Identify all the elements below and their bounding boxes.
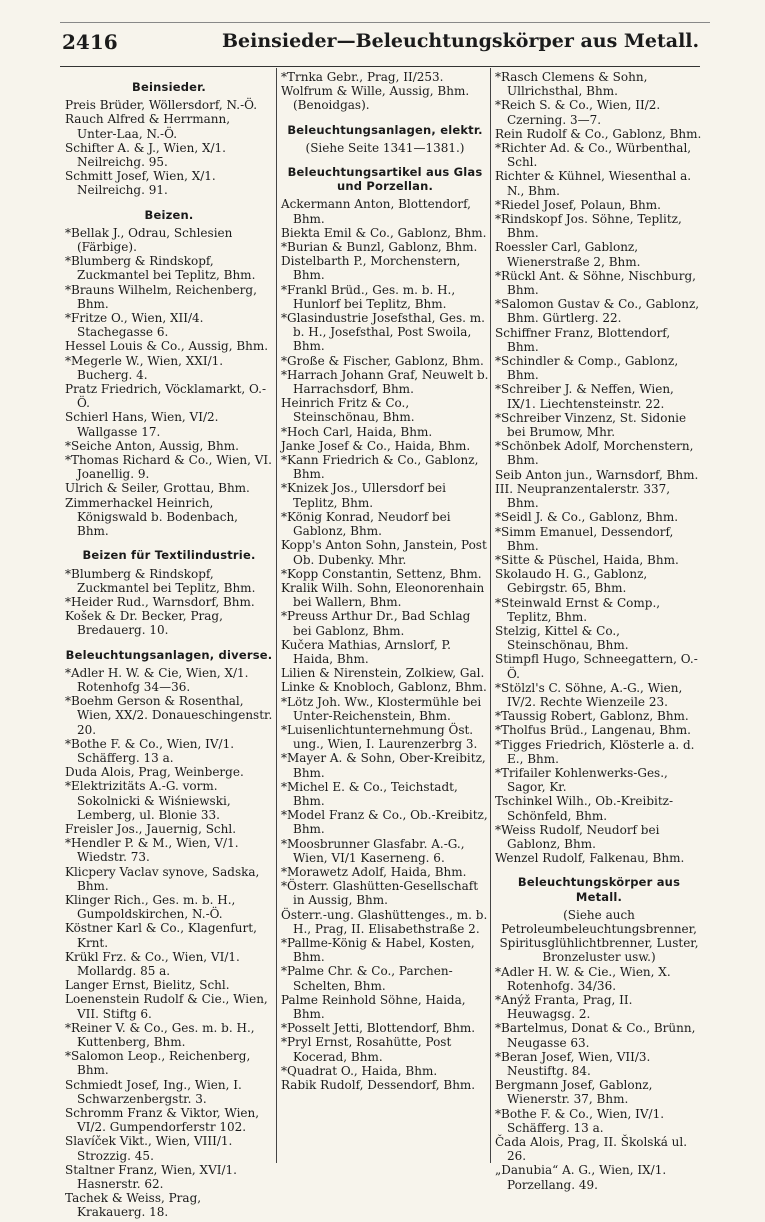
directory-entry: *Tholfus Brüd., Langenau, Bhm. — [495, 723, 691, 738]
directory-entry: Klicpery Vaclav synove, Sadska, Bhm. — [65, 864, 260, 893]
directory-entry: *Pryl Ernst, Rosahütte, Post Kocerad, Bhm. — [281, 1035, 452, 1064]
directory-entry: Biekta Emil & Co., Gablonz, Bhm. — [281, 225, 487, 240]
directory-entry: *Bellak J., Odrau, Schlesien (Färbige). — [65, 225, 233, 255]
directory-entry: *Tigges Friedrich, Klösterle a. d. E., Bhm. — [495, 737, 695, 766]
directory-entry: III. Neupranzentalerstr. 337, Bhm. — [495, 481, 671, 511]
directory-entry: *Lötz Joh. Ww., Klostermühle bei Unter-Reichenstein, Bhm. — [281, 694, 482, 723]
directory-entry: Ulrich & Seiler, Grottau, Bhm. — [65, 481, 250, 496]
directory-entry: *Schreiber Vinzenz, St. Sidonie bei Brumow, Mhr. — [495, 410, 687, 440]
directory-entry: *Taussig Robert, Gablonz, Bhm. — [495, 709, 689, 724]
directory-entry: *Blumberg & Rindskopf, Zuckmantel bei Teplitz, Bhm. — [65, 254, 256, 283]
section-heading: Beleuchtungsanlagen, elektr. — [287, 122, 483, 137]
directory-entry: *Salomon Leop., Reichenberg, Bhm. — [65, 1049, 251, 1078]
directory-entry: Köstner Karl & Co., Klagenfurt, Krnt. — [65, 921, 257, 950]
directory-entry: *Kopp Constantin, Settenz, Bhm. — [281, 566, 482, 581]
directory-entry: Loenenstein Rudolf & Cie., Wien, VII. Stiftg 6. — [65, 992, 268, 1021]
directory-entry: Kučera Mathias, Arnslorf, P. Haida, Bhm. — [281, 637, 451, 666]
directory-entry: *Moosbrunner Glasfabr. A.-G., Wien, VI/1 Kaserneng. 6. — [281, 836, 465, 865]
cross-reference-note: (Siehe Seite 1341—1381.) — [305, 140, 465, 155]
directory-entry: *Glasindustrie Josefsthal, Ges. m. b. H., Josefsthal, Post Swoila, Bhm. — [281, 311, 485, 354]
directory-entry: *Frankl Brüd., Ges. m. b. H., Hunlorf bei Teplitz, Bhm. — [281, 282, 456, 311]
directory-entry: *Elektrizitäts A.-G. vorm. Sokolnicki & Wiśniewski, Lemberg, ul. Blonie 33. — [65, 779, 231, 822]
directory-entry: Roessler Carl, Gablonz, Wienerstraße 2, Bhm. — [495, 240, 641, 269]
directory-entry: Skolaudo H. G., Gablonz, Gebirgstr. 65, Bhm. — [495, 567, 648, 596]
directory-entry: *Trnka Gebr., Prag, II/253. — [281, 70, 444, 84]
directory-entry: *Stölzl's C. Söhne, A.-G., Wien, IV/2. Rechte Wienzeile 23. — [495, 680, 683, 709]
directory-entry: *Salomon Gustav & Co., Gablonz, Bhm. Gürtlerg. 22. — [495, 297, 700, 326]
directory-entry: *Bartelmus, Donat & Co., Brünn, Neugasse 63. — [495, 1021, 696, 1050]
cross-reference-note: (Siehe auch Petroleumbeleuchtungsbrenner, Spiritusglühlichtbrenner, Luster, Bronzeluster usw.) — [499, 907, 699, 965]
directory-entry: *Pallme-König & Habel, Kosten, Bhm. — [281, 935, 475, 965]
directory-entry: Wenzel Rudolf, Falkenau, Bhm. — [495, 851, 685, 866]
directory-entry: *Seiche Anton, Aussig, Bhm. — [65, 438, 239, 453]
directory-entry: Schiffner Franz, Blottendorf, Bhm. — [495, 325, 671, 354]
directory-entry: *Weiss Rudolf, Neudorf bei Gablonz, Bhm. — [495, 822, 660, 851]
page-title: Beinsieder—Beleuchtungskörper aus Metall. — [222, 30, 700, 52]
directory-entry: Zimmerhackel Heinrich, Königswald b. Bodenbach, Bhm. — [65, 495, 238, 539]
directory-entry: *Burian & Bunzl, Gablonz, Bhm. — [281, 240, 478, 255]
directory-entry: Palme Reinhold Söhne, Haida, Bhm. — [281, 992, 466, 1021]
section-heading: Beizen. — [144, 207, 194, 222]
directory-entry: *Mayer A. & Sohn, Ober-Kreibitz, Bhm. — [281, 751, 486, 780]
directory-entry: *Reiner V. & Co., Ges. m. b. H., Kuttenberg, Bhm. — [65, 1020, 255, 1049]
directory-entry: *Richter Ad. & Co., Würbenthal, Schl. — [495, 141, 692, 170]
directory-entry: *Trifailer Kohlenwerks-Ges., Sagor, Kr. — [495, 765, 668, 795]
directory-entry: Richter & Kühnel, Wiesenthal a. N., Bhm. — [495, 169, 692, 198]
directory-entry: Košek & Dr. Becker, Prag, Bredauerg. 10. — [65, 609, 223, 638]
directory-entry: „Danubia“ A. G., Wien, IX/1. Porzellang. 49. — [495, 1163, 667, 1192]
directory-entry: *Riedel Josef, Polaun, Bhm. — [495, 197, 661, 212]
directory-entry: *Schindler & Comp., Gablonz, Bhm. — [495, 354, 679, 383]
directory-entry: *Blumberg & Rindskopf, Zuckmantel bei Teplitz, Bhm. — [65, 566, 256, 595]
directory-entry: *Adler H. W. & Cie, Wien, X/1. Rotenhofg 34—36. — [65, 665, 249, 694]
directory-entry: Freisler Jos., Jauernig, Schl. — [65, 821, 237, 836]
directory-entry: *Hendler P. & M., Wien, V/1. Wiedstr. 73. — [65, 836, 239, 865]
directory-entry: *Megerle W., Wien, XXI/1. Bucherg. 4. — [65, 353, 224, 382]
directory-entry: *Boehm Gerson & Rosenthal, Wien, XX/2. Donaueschingenstr. 20. — [65, 694, 273, 737]
directory-entry: Duda Alois, Prag, Weinberge. — [65, 765, 244, 780]
column-3 — [495, 70, 703, 1192]
page-header — [62, 26, 712, 60]
directory-entry: *Schreiber J. & Neffen, Wien, IX/1. Liechtensteinstr. 22. — [495, 382, 674, 411]
directory-entry: *Brauns Wilhelm, Reichenberg, Bhm. — [65, 282, 257, 311]
section-heading: Beizen für Textilindustrie. — [82, 548, 256, 563]
column-1 — [65, 70, 273, 1220]
directory-entry: Tschinkel Wilh., Ob.-Kreibitz-Schönfeld, Bhm. — [495, 794, 674, 823]
directory-entry: *Kann Friedrich & Co., Gablonz, Bhm. — [281, 453, 479, 482]
section-heading: Beleuchtungskörper aus Metall. — [517, 875, 681, 904]
directory-entry: Hessel Louis & Co., Aussig, Bhm. — [65, 339, 269, 354]
directory-entry: Tachek & Weiss, Prag, Krakauerg. 18. — [65, 1191, 202, 1220]
directory-entry: *Rindskopf Jos. Söhne, Teplitz, Bhm. — [495, 212, 682, 241]
directory-entry: *Reich S. & Co., Wien, II/2. Czerning. 3—7. — [495, 98, 661, 127]
directory-entry: *Preuss Arthur Dr., Bad Schlag bei Gablonz, Bhm. — [281, 609, 471, 638]
directory-entry: Slavíček Vikt., Wien, VIII/1. Strozzig. 45. — [65, 1134, 233, 1163]
directory-entry: Čada Alois, Prag, II. Školská ul. 26. — [495, 1135, 688, 1164]
directory-entry: Wolfrum & Wille, Aussig, Bhm. (Benoidgas). — [281, 84, 470, 113]
directory-entry: *Anýž Franta, Prag, II. Heuwagsg. 2. — [495, 993, 633, 1022]
directory-entry: *Knizek Jos., Ullersdorf bei Teplitz, Bhm. — [281, 481, 446, 510]
column-divider — [276, 68, 277, 1163]
directory-entry: *Thomas Richard & Co., Wien, VI. Joanellig. 9. — [65, 453, 272, 482]
directory-entry: *König Konrad, Neudorf bei Gablonz, Bhm. — [281, 509, 451, 539]
directory-entry: Stelzig, Kittel & Co., Steinschönau, Bhm. — [495, 623, 629, 653]
directory-entry: *Beran Josef, Wien, VII/3. Neustiftg. 84. — [495, 1049, 651, 1079]
directory-entry: *Bothe F. & Co., Wien, IV/1. Schäfferg. 13 a. — [495, 1106, 665, 1135]
directory-entry: *Steinwald Ernst & Comp., Teplitz, Bhm. — [495, 595, 661, 624]
directory-entry: *Michel E. & Co., Teichstadt, Bhm. — [281, 779, 458, 808]
directory-entry: *Model Franz & Co., Ob.-Kreibitz, Bhm. — [281, 808, 488, 837]
directory-entry: *Posselt Jetti, Blottendorf, Bhm. — [281, 1021, 476, 1036]
directory-entry: *Rückl Ant. & Söhne, Nischburg, Bhm. — [495, 268, 696, 298]
directory-entry: Heinrich Fritz & Co., Steinschönau, Bhm. — [281, 396, 415, 425]
directory-entry: Lilien & Nirenstein, Zolkiew, Gal. — [281, 666, 485, 681]
directory-entry: *Rasch Clemens & Sohn, Ullrichsthal, Bhm. — [495, 70, 648, 99]
directory-entry: Janke Josef & Co., Haida, Bhm. — [281, 438, 471, 453]
directory-entry: Schmiedt Josef, Ing., Wien, I. Schwarzenbergstr. 3. — [65, 1077, 242, 1106]
column-divider — [490, 68, 491, 1163]
header-rule — [60, 66, 700, 67]
directory-entry: Klinger Rich., Ges. m. b. H., Gumpoldskirchen, N.-Ö. — [65, 892, 236, 922]
directory-entry: *Große & Fischer, Gablonz, Bhm. — [281, 353, 484, 368]
directory-entry: *Sitte & Püschel, Haida, Bhm. — [495, 552, 679, 567]
directory-entry: *Palme Chr. & Co., Parchen-Schelten, Bhm. — [281, 964, 453, 993]
directory-entry: Langer Ernst, Bielitz, Schl. — [65, 978, 230, 993]
directory-entry: Ackermann Anton, Blottendorf, Bhm. — [281, 197, 471, 226]
directory-entry: *Morawetz Adolf, Haida, Bhm. — [281, 864, 467, 879]
directory-entry: Linke & Knobloch, Gablonz, Bhm. — [281, 680, 487, 695]
directory-entry: *Bothe F. & Co., Wien, IV/1. Schäfferg. 13 a. — [65, 736, 235, 765]
directory-entry: Bergmann Josef, Gablonz, Wienerstr. 37, Bhm. — [495, 1078, 653, 1107]
directory-entry: Rauch Alfred & Herrmann, Unter-Laa, N.-Ö. — [65, 112, 231, 141]
directory-entry: Distelbarth P., Morchenstern, Bhm. — [281, 254, 461, 283]
directory-entry: Rein Rudolf & Co., Gablonz, Bhm. — [495, 126, 702, 141]
directory-entry: Staltner Franz, Wien, XVI/1. Hasnerstr. 62. — [65, 1162, 237, 1192]
section-heading: Beinsieder. — [132, 80, 206, 94]
directory-entry: *Adler H. W. & Cie., Wien, X. Rotenhofg. 34/36. — [495, 964, 671, 993]
section-heading: Beleuchtungsartikel aus Glas und Porzellan. — [287, 165, 483, 194]
directory-entry: Schmitt Josef, Wien, X/1. Neilreichg. 91. — [65, 169, 216, 198]
directory-entry: Schifter A. & J., Wien, X/1. Neilreichg. 95. — [65, 140, 226, 170]
directory-entry: *Simm Emanuel, Dessendorf, Bhm. — [495, 524, 674, 553]
directory-entry: Preis Brüder, Wöllersdorf, N.-Ö. — [65, 98, 258, 113]
top-rule — [60, 22, 710, 23]
directory-entry: Schromm Franz & Viktor, Wien, VI/2. Gumpendorferstr 102. — [65, 1106, 260, 1135]
directory-entry: *Seidl J. & Co., Gablonz, Bhm. — [495, 510, 679, 525]
directory-entry: *Heider Rud., Warnsdorf, Bhm. — [65, 594, 255, 609]
directory-entry: *Harrach Johann Graf, Neuwelt b. Harrachsdorf, Bhm. — [281, 367, 489, 397]
page-number: 2416 — [62, 30, 118, 54]
directory-entry: Schierl Hans, Wien, VI/2. Wallgasse 17. — [65, 410, 219, 439]
directory-entry: Seib Anton jun., Warnsdorf, Bhm. — [495, 467, 699, 482]
directory-entry: *Österr. Glashütten-Gesellschaft in Aussig, Bhm. — [281, 879, 479, 908]
directory-entry: Kralik Wilh. Sohn, Eleonorenhain bei Wallern, Bhm. — [281, 580, 485, 610]
directory-entry: Krükl Frz. & Co., Wien, VI/1. Mollardg. 85 a. — [65, 949, 240, 978]
directory-entry: Stimpfl Hugo, Schneegattern, O.-Ö. — [495, 652, 698, 681]
directory-entry: Rabik Rudolf, Dessendorf, Bhm. — [281, 1078, 476, 1093]
directory-entry: Pratz Friedrich, Vöcklamarkt, O.-Ö. — [65, 382, 267, 411]
directory-entry: *Quadrat O., Haida, Bhm. — [281, 1063, 438, 1078]
column-2 — [281, 70, 489, 1092]
directory-entry: Kopp's Anton Sohn, Janstein, Post Ob. Dubenky. Mhr. — [281, 538, 487, 567]
directory-entry: Österr.-ung. Glashüttenges., m. b. H., Prag, II. Elisabethstraße 2. — [281, 907, 488, 936]
section-heading: Beleuchtungsanlagen, diverse. — [65, 647, 273, 662]
directory-entry: *Luisenlichtunternehmung Öst. ung., Wien, I. Laurenzerbrg 3. — [281, 722, 478, 752]
directory-entry: *Hoch Carl, Haida, Bhm. — [281, 424, 433, 439]
directory-entry: *Fritze O., Wien, XII/4. Stachegasse 6. — [65, 311, 204, 340]
directory-entry: *Schönbek Adolf, Morchenstern, Bhm. — [495, 439, 694, 468]
